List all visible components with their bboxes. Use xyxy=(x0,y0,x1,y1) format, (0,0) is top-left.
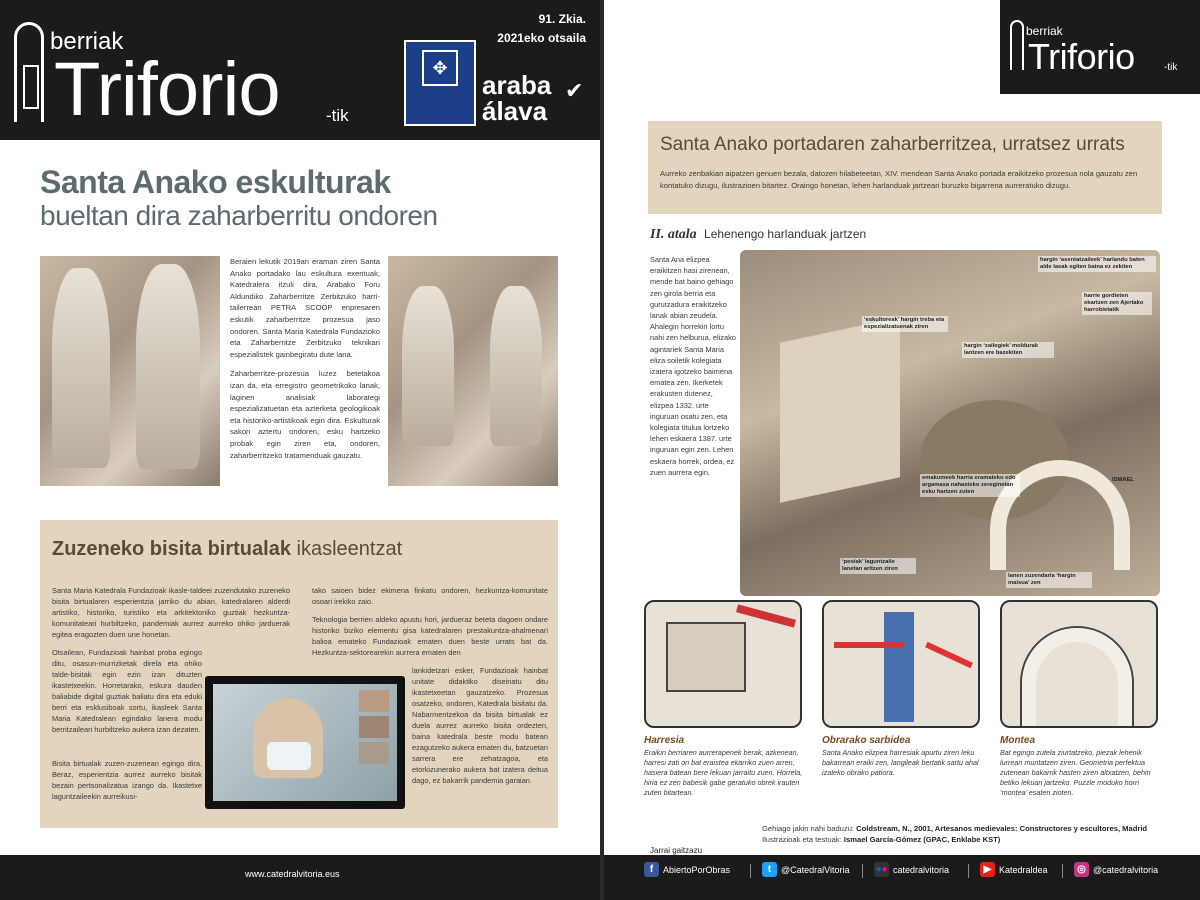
triforio-arch-logo xyxy=(14,22,44,122)
social-youtube[interactable] xyxy=(980,862,1048,877)
section-title: Lehenengo harlanduak jartzen xyxy=(704,227,867,241)
brand-small: berriak xyxy=(50,28,124,55)
social-label: AbiertoPorObras xyxy=(663,864,731,875)
box-paragraph: Teknologia berrien aldeko apustu hori, jardueraz beteta dagoen ondare historiko biziko elementu gisa katedralaren prestakuntza-ahalmenari balioa emateko Fundazioak ematen duen beste urrats bat da. Hezkuntza-sektorearekin aurrera ematen den xyxy=(312,615,548,657)
construction-illustration xyxy=(740,250,1160,596)
left-footer xyxy=(0,855,600,900)
section-heading xyxy=(650,227,866,243)
illustration-label: lanen zuzendaria ‘hargin maisua’ zen xyxy=(1006,572,1092,588)
illustration-label: ‘peoiak’ laguntzaile lanetan aritzen ziren xyxy=(840,558,916,574)
twitter-icon: t xyxy=(762,862,777,877)
fundacion-logo xyxy=(404,40,476,126)
fundacion-emblem-icon: ✥ xyxy=(422,50,458,86)
panel-title: Harresia xyxy=(644,735,685,746)
references xyxy=(762,823,1147,845)
right-page xyxy=(604,0,1200,900)
social-facebook[interactable] xyxy=(644,862,730,877)
brand-title: Triforio xyxy=(1028,36,1135,77)
divider xyxy=(750,864,751,878)
panel-title: Obrarako sarbidea xyxy=(822,735,911,746)
illustration-label: hargin ‘zailegiek’ moldurak lantzen ere bazekiten xyxy=(962,342,1054,358)
article-subtitle: bueltan dira zaharberritu ondoren xyxy=(40,200,438,231)
masthead xyxy=(0,0,600,140)
brand-small: berriak xyxy=(1026,24,1063,38)
brand-suffix: -tik xyxy=(326,106,349,125)
feature-title: Santa Anako portadaren zaharberritzea, urratsez urrats xyxy=(660,134,1125,155)
illustration-label: hargin ‘asentatzaileek’ harlandu baten alde lasak egiten baina ez zekiten xyxy=(1038,256,1156,272)
box-title-bold: Zuzeneko bisita birtualak xyxy=(52,538,291,560)
section-number: II. atala xyxy=(650,227,697,242)
araba-text: araba xyxy=(482,70,552,100)
illustration-label: harrie gordieten ekartzen zen Ajertako harrobietatik xyxy=(1082,292,1152,315)
social-twitter[interactable] xyxy=(762,862,850,877)
article-body xyxy=(230,256,380,469)
social-instagram[interactable] xyxy=(1074,862,1158,877)
panel-text: Santa Anako elizpea harresiak apurtu ziren leku bakarrean eraiki zen, langileak bertatik sartu ahal izateko obrako patiora. xyxy=(822,748,979,777)
box-paragraph: Bisita birtualak zuzen-zuzenean egingo dira. Beraz, esperientzia aurrez aurreko bisitak bezain pertsonalizatua izango da. Ikastetxe laguntzaileekin aurreikusi- xyxy=(52,759,202,801)
social-label: @CatedralVitoria xyxy=(781,864,850,875)
divider xyxy=(862,864,863,878)
refs-prefix: Gehiago jakin nahi baduzu: xyxy=(762,824,857,833)
araba-check-icon: ✔ xyxy=(565,78,584,103)
panel-harresia xyxy=(644,600,802,728)
issue-info xyxy=(497,10,586,48)
follow-us-label: Jarrai gaitzazu xyxy=(650,846,703,855)
youtube-icon: ▶ xyxy=(980,862,995,877)
sculptures-photo-right xyxy=(388,256,558,486)
panel-text: Eraikin berriaren aurrerapenek berak, azkenean, harresi zati on bat eraistea ekarriko zuen arren, hasiera batean bere lekuan jarraitu zuen. Horrela, hiria ez zen babesik gabe geratuko obrek irauten zuten bitartean. xyxy=(644,748,803,797)
facebook-icon: f xyxy=(644,862,659,877)
box-paragraph: Santa Maria Katedrala Fundazioak ikasle-taldeei zuzendutako zuzeneko bisita birtualaren esperientzia jarriko du abian, katedralaren alderdi artistiko, historiko, turistiko eta arkitektoniko guztiak hezkuntza-komunitateari hurbiltzeko, pandemiak aurrez aurreko ohiko jarduerak egitea eragozten duen une honetan. xyxy=(52,586,290,639)
issue-number: 91. Zkia. xyxy=(538,12,586,26)
box-paragraph: Otsailean, Fundazioak hainbat proba egingo ditu, osasun-murrizketak direla eta ohiko talde-bisitak egin ezin izan dituzten ikastetxeekin. Horretarako, eskura dauden baliabide digital guztiak baliatu dira eta eduki berri eta esklusiboak sortu, ikasleek Santa Maria Katedralean egindako lanera modu berritzaileari hurbiltzeko aukera izan dezaten. xyxy=(52,648,202,734)
social-label: Katedraldea xyxy=(999,864,1048,875)
brand-suffix: -tik xyxy=(1164,62,1178,73)
divider xyxy=(968,864,969,878)
article-title: Santa Anako eskulturak xyxy=(40,164,391,200)
box-paragraph: tako saioen bidez ekimena finkatu ondoren, hezkuntza-komunitate osoari irekiko zaio. xyxy=(312,586,548,606)
illustrator-signature: ISMAEL xyxy=(1112,477,1134,483)
feature-intro: Aurreko zenbakian aipatzen genuen bezala, datozen hilabeteetan, XIV. mendean Santa Anako portada eraikitzeko prozesua nola gauzatu zen kontatuko dizugu, ilustrazioen bitartez. Oraingo honetan, lehen harlanduak jartzeari buruzko bigarrena aurreratuko dizugu. xyxy=(660,169,1138,190)
illustration-label: ‘eskultoreak’ hargin treba eta espezializatuenak ziren xyxy=(862,316,948,332)
refs-source: Coldstream, N., 2001, Artesanos medievales: Constructores y escultores, Madrid xyxy=(856,824,1148,833)
box-paragraph: lankidetzari esker, Fundazioak hainbat unitate didaktiko diseinatu ditu ikastetxeetan gauzatzeko. Prozesua osatzeko, ondoren, Katedrala bisitatu da. Nabarmentzekoa da bisita birtualak ez duela aurrez aurreko bisita ordezten, baina katedrala beste modu batean ezagutzeko aukera ematen du, batzuetan sarrera ere zehatzagoa, eta etorkizunerako aukera bat izatera deitua dago, ez bakarrik pandemia garaian. xyxy=(412,666,549,785)
illustration-label: emakumeek harria eramateko edo argamasa nahasteko zereginetan esku hartzen zuten xyxy=(920,474,1020,497)
social-flickr[interactable] xyxy=(874,862,949,877)
article-paragraph: Beraien lekutik 2019an eraman ziren Santa Anako portadako lau eskultura exentuak, Katedralera itzuli dira, Arabako Foru Aldundiko Zaharberritze Zerbitzuko harri-tailerrean PETRA SCOOP enpresaren eskutik zaharberritze prozesua jaso ondoren. Santa Maria Katedrala Fundazioko eta Zaharberritze Zerbitzuko teknikari espezialistek gainbegiratu dute lana. xyxy=(230,257,380,359)
triforio-arch-logo xyxy=(1010,20,1024,70)
panel-text: Bat egingo zutela ziurtatzeko, piezak lehenik lurrean muntatzen ziren. Geometria perfektua zutenean bakarrik hasten ziren altxatzen, behin betiko lekuan jartzeko. Puzzle moduko horri ‘montea’ esaten zioten. xyxy=(1000,748,1151,797)
araba-alava-logo xyxy=(482,72,551,124)
panel-title: Montea xyxy=(1000,735,1035,746)
social-label: @catedralvitoria xyxy=(1093,864,1159,875)
issue-date: 2021eko otsaila xyxy=(497,31,586,45)
website-link[interactable]: www.catedralvitoria.eus xyxy=(245,869,340,879)
flickr-icon: ● ● xyxy=(875,864,888,875)
sculptures-photo-left xyxy=(40,256,220,486)
panel-obrarako-sarbidea xyxy=(822,600,980,728)
box-title xyxy=(52,538,402,561)
social-label: catedralvitoria xyxy=(893,864,950,875)
video-call-monitor-photo xyxy=(205,676,405,809)
feature-body: Santa Ana elizpea eraikitzen hasi zirenean, mende bat baino gehiago zen girola berria eta gurutzadura eraikitzeko lanak abian zeudela. Ahalegin horrekin lortu nahi zen helburua, elizako agintariek Santa Maria eliza soiletik kolegiata izatera igotzeko baimena ematea zen. Ikerketek erakusten dutenez, elizpea 1332. urte inguruan osatu zen, eta kolegiata titulua lortzeko lehen eskaera 1387. urte inguruan egin zen. Lehen eskaera horrek, ordea, ez zuen aurrera egin. xyxy=(650,255,736,477)
panel-montea xyxy=(1000,600,1158,728)
box-title-rest: ikasleentzat xyxy=(290,538,403,560)
divider xyxy=(1062,864,1063,878)
instagram-icon: ◎ xyxy=(1074,862,1089,877)
brand-title: Triforio xyxy=(54,47,280,132)
credits-author: Ismael García-Gómez (GPAC, Enklabe KST) xyxy=(843,835,1001,844)
video-call-screen xyxy=(213,684,397,801)
credits-prefix: Ilustrazioak eta testuak: xyxy=(762,835,844,844)
box-column-b xyxy=(312,585,548,665)
alava-text: álava xyxy=(482,96,548,126)
article-paragraph: Zaharberritze-prozesua luzez betetakoa izan da, eta erregistro geometrikoko lanak, laginen analisiak laborategi espezializatuetan eta azterketa geologikoak eta historiko-artistikoak egin dira. Eskulturak sakon aztertu ondoren, esku hartzeko probak egin ziren eta, ondoren, zaharberritzeko tratamenduak gauzatu. xyxy=(230,369,380,460)
